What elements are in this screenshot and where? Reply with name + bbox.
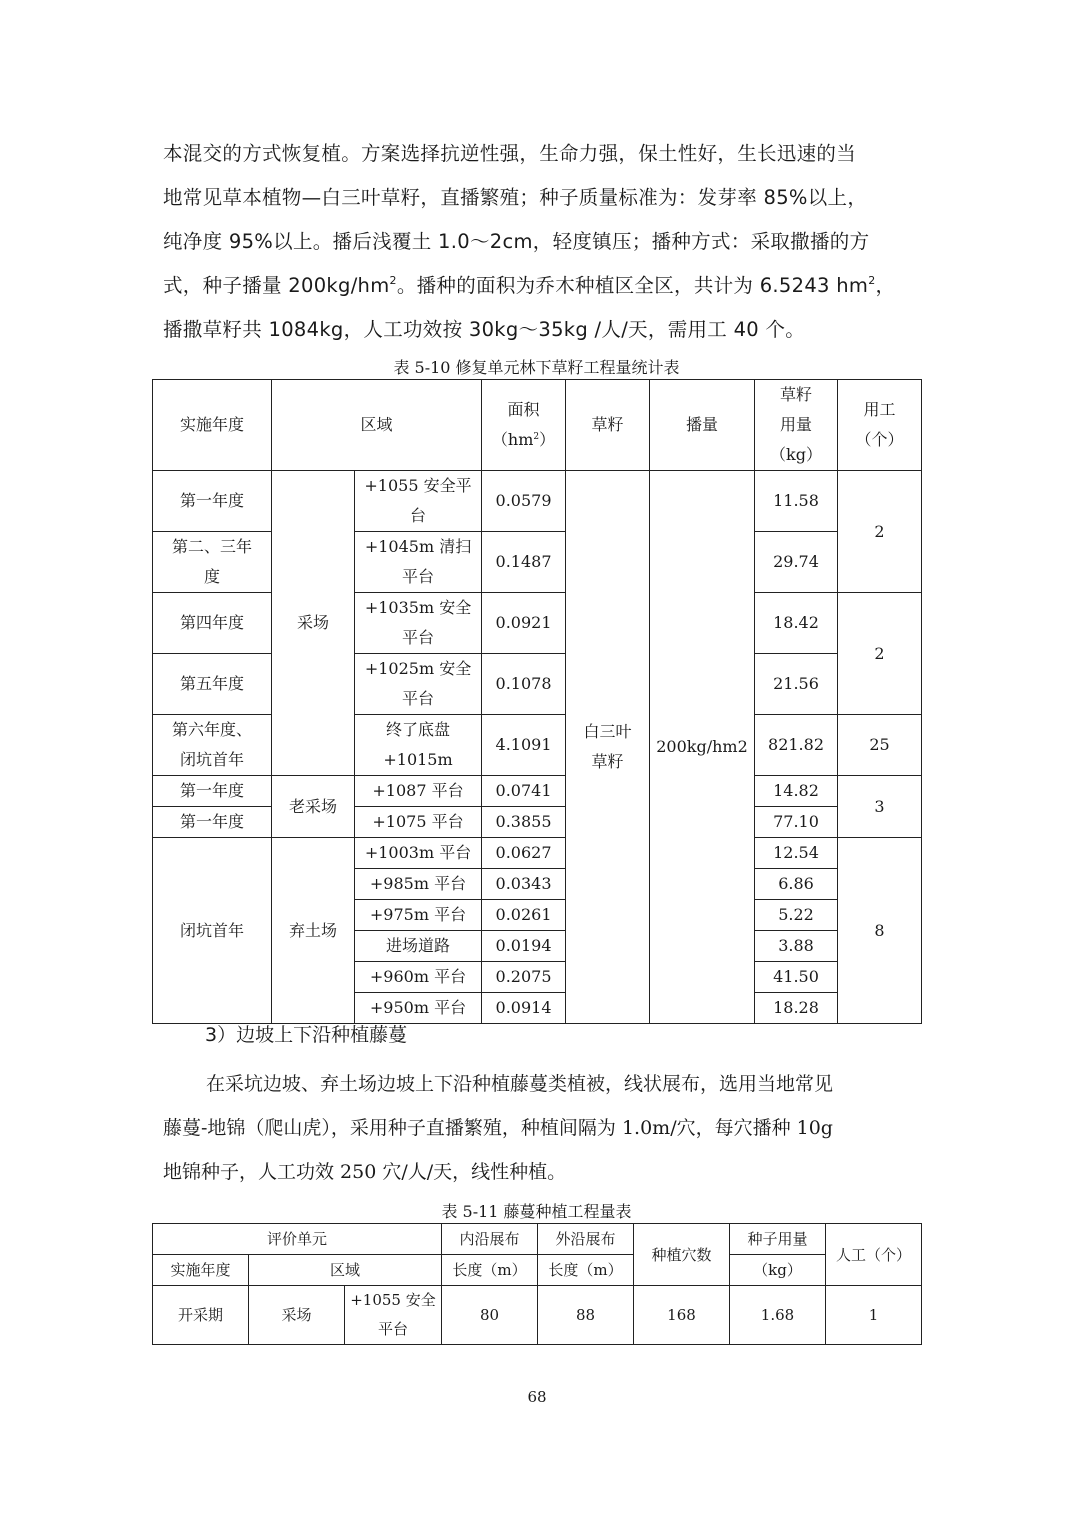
zone-cell: 弃土场 xyxy=(272,838,355,1024)
usage-cell: 821.82 xyxy=(755,715,838,776)
intro-line-3: 纯净度 95%以上。播后浅覆土 1.0～2cm，轻度镇压；播种方式：采取撒播的方 xyxy=(163,230,870,253)
table-row xyxy=(153,715,922,776)
header-outer-l1: 外沿展布 xyxy=(538,1224,634,1255)
platform-cell: +985m 平台 xyxy=(355,869,482,900)
area-cell: 4.1091 xyxy=(482,715,566,776)
seed-quantity-table xyxy=(152,379,922,1024)
area-cell: 0.1487 xyxy=(482,532,566,593)
usage-cell: 14.82 xyxy=(755,776,838,807)
inner-length-cell: 80 xyxy=(442,1286,538,1345)
table2-header-row-1 xyxy=(153,1224,922,1255)
header-area: 面积 $(hm^2)$ xyxy=(482,380,566,471)
usage-cell: 77.10 xyxy=(755,807,838,838)
usage-cell: 6.86 xyxy=(755,869,838,900)
labor-cell: 3 xyxy=(838,776,922,838)
year-cell: 第一年度 xyxy=(153,471,272,532)
header-year: 实施年度 xyxy=(153,380,272,471)
table-row xyxy=(153,532,922,593)
year-cell: 第五年度 xyxy=(153,654,272,715)
table-row xyxy=(153,838,922,869)
table1-header-row xyxy=(153,380,922,471)
area-cell: 0.0261 xyxy=(482,900,566,931)
table-row xyxy=(153,593,922,654)
area-cell: 0.1078 xyxy=(482,654,566,715)
area-cell: 0.0741 xyxy=(482,776,566,807)
header-seed-l2: （kg） xyxy=(730,1255,826,1286)
year-cell: 第四年度 xyxy=(153,593,272,654)
platform-cell: +1045m 清扫 平台 xyxy=(355,532,482,593)
outer-length-cell: 88 xyxy=(538,1286,634,1345)
zone-cell: 采场 xyxy=(249,1286,345,1345)
labor-cell: 2 xyxy=(838,593,922,715)
platform-cell: +1003m 平台 xyxy=(355,838,482,869)
header-eval-unit: 评价单元 xyxy=(153,1224,442,1255)
labor-cell: 2 xyxy=(838,471,922,593)
usage-cell: 5.22 xyxy=(755,900,838,931)
usage-cell: 3.88 xyxy=(755,931,838,962)
area-cell: 0.0194 xyxy=(482,931,566,962)
section3-line-1: 在采坑边坡、弃土场边坡上下沿种植藤蔓类植被，线状展布，选用当地常见 xyxy=(206,1073,834,1095)
header-zone: 区域 xyxy=(249,1255,442,1286)
intro-line-5: 播撒草籽共 1084kg，人工功效按 30kg～35kg /人/天，需用工 40 个。 xyxy=(163,318,806,341)
page-number: 68 xyxy=(527,1388,547,1406)
area-cell: 0.3855 xyxy=(482,807,566,838)
section-heading: 3）边坡上下沿种植藤蔓 xyxy=(205,1024,408,1046)
platform-cell: +1055 安全 平台 xyxy=(345,1286,442,1345)
platform-cell: +975m 平台 xyxy=(355,900,482,931)
header-usage: 草籽 用量 （kg） xyxy=(755,380,838,471)
intro-paragraph xyxy=(163,132,923,352)
usage-cell: 12.54 xyxy=(755,838,838,869)
area-cell: 0.0914 xyxy=(482,993,566,1024)
header-inner-l1: 内沿展布 xyxy=(442,1224,538,1255)
header-labor: 人工（个） xyxy=(826,1224,922,1286)
vine-planting-table xyxy=(152,1223,922,1345)
area-cell: 0.0921 xyxy=(482,593,566,654)
year-cell: 开采期 xyxy=(153,1286,249,1345)
header-rate: 播量 xyxy=(650,380,755,471)
labor-cell: 8 xyxy=(838,838,922,1024)
seed-type-cell: 白三叶 草籽 xyxy=(566,471,650,1024)
year-cell: 第一年度 xyxy=(153,807,272,838)
area-cell: 0.0579 xyxy=(482,471,566,532)
section3-paragraph xyxy=(163,1062,923,1194)
zone-cell: 采场 xyxy=(272,471,355,776)
labor-cell: 25 xyxy=(838,715,922,776)
platform-cell: 进场道路 xyxy=(355,931,482,962)
area-cell: 0.0343 xyxy=(482,869,566,900)
year-cell: 第六年度、 闭坑首年 xyxy=(153,715,272,776)
usage-cell: 18.28 xyxy=(755,993,838,1024)
year-cell: 闭坑首年 xyxy=(153,838,272,1024)
section3-line-2: 藤蔓-地锦（爬山虎），采用种子直播繁殖，种植间隔为 1.0m/穴，每穴播种 10g xyxy=(163,1117,833,1139)
platform-cell: +1055 安全平 台 xyxy=(355,471,482,532)
area-cell: 0.2075 xyxy=(482,962,566,993)
table-row xyxy=(153,471,922,532)
usage-cell: 21.56 xyxy=(755,654,838,715)
table2-caption: 表 5-11 藤蔓种植工程量表 xyxy=(441,1202,632,1221)
usage-cell: 11.58 xyxy=(755,471,838,532)
header-outer-l2: 长度（m） xyxy=(538,1255,634,1286)
year-cell: 第二、三年 度 xyxy=(153,532,272,593)
table-row xyxy=(153,807,922,838)
area-cell: 0.0627 xyxy=(482,838,566,869)
header-labor: 用工 （个） xyxy=(838,380,922,471)
platform-cell: +950m 平台 xyxy=(355,993,482,1024)
platform-cell: +1087 平台 xyxy=(355,776,482,807)
header-holes: 种植穴数 xyxy=(634,1224,730,1286)
platform-cell: +1025m 安全 平台 xyxy=(355,654,482,715)
seed-usage-cell: 1.68 xyxy=(730,1286,826,1345)
header-seed: 草籽 xyxy=(566,380,650,471)
intro-line-1: 本混交的方式恢复植。方案选择抗逆性强，生命力强，保土性好，生长迅速的当 xyxy=(163,142,857,165)
platform-cell: +1035m 安全 平台 xyxy=(355,593,482,654)
usage-cell: 29.74 xyxy=(755,532,838,593)
header-seed-l1: 种子用量 xyxy=(730,1224,826,1255)
table1-caption: 表 5-10 修复单元林下草籽工程量统计表 xyxy=(393,358,680,377)
intro-line-2: 地常见草本植物—白三叶草籽，直播繁殖；种子质量标准为：发芽率 85%以上， xyxy=(163,186,868,209)
usage-cell: 18.42 xyxy=(755,593,838,654)
holes-cell: 168 xyxy=(634,1286,730,1345)
intro-line-4: 式，种子播量 $200kg/hm^2$。播种的面积为乔木种植区全区，共计为 6.5243 $hm^2$， xyxy=(163,274,896,297)
rate-cell: 200kg/hm2 xyxy=(650,471,755,1024)
zone-cell: 老采场 xyxy=(272,776,355,838)
section3-line-3: 地锦种子，人工功效 250 穴/人/天，线性种植。 xyxy=(163,1161,567,1183)
platform-cell: 终了底盘 +1015m xyxy=(355,715,482,776)
header-zone: 区域 xyxy=(272,380,482,471)
table-row xyxy=(153,654,922,715)
table2-header-row-2 xyxy=(153,1255,922,1286)
table-row xyxy=(153,1286,922,1345)
table-row xyxy=(153,776,922,807)
header-year: 实施年度 xyxy=(153,1255,249,1286)
labor-cell: 1 xyxy=(826,1286,922,1345)
header-inner-l2: 长度（m） xyxy=(442,1255,538,1286)
year-cell: 第一年度 xyxy=(153,776,272,807)
platform-cell: +960m 平台 xyxy=(355,962,482,993)
usage-cell: 41.50 xyxy=(755,962,838,993)
platform-cell: +1075 平台 xyxy=(355,807,482,838)
